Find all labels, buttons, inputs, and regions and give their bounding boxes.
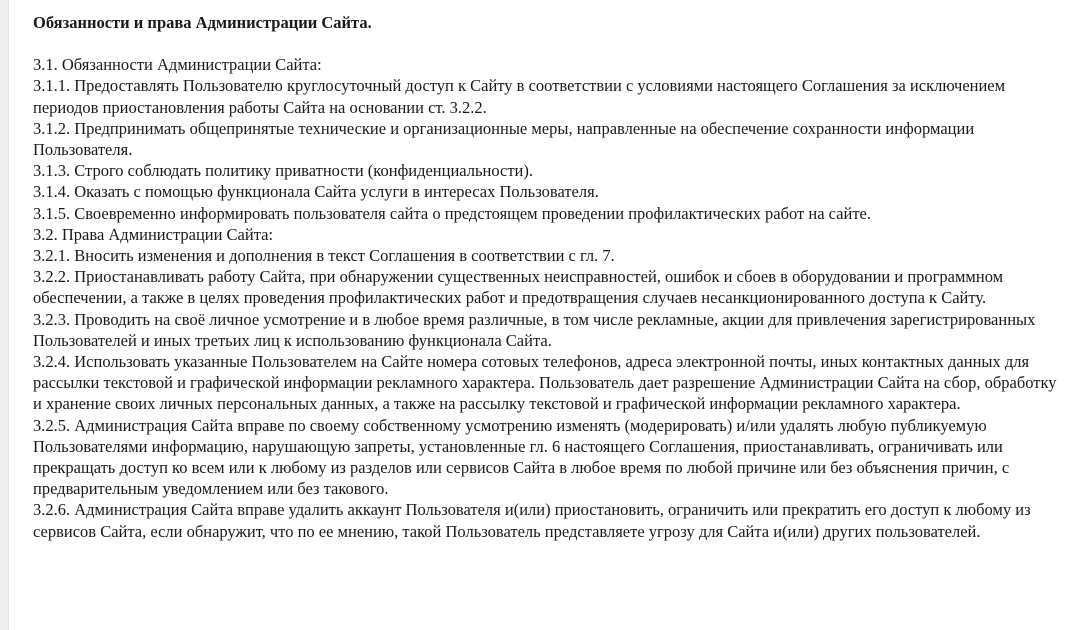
clause-3-1-3: 3.1.3. Строго соблюдать политику приватности (конфиденциальности). <box>33 161 533 181</box>
clause-3-2-2: 3.2.2. Приостанавливать работу Сайта, при обнаружении существенных неисправностей, ошибок и сбоев в оборудовании и программном обеспечении, а также в целях проведения профилактических работ и предотвращения случаев несанкционированного доступа к Сайту. <box>33 267 1004 308</box>
left-gutter <box>0 0 9 630</box>
clause-3-2-6: 3.2.6. Администрация Сайта вправе удалить аккаунт Пользователя и(или) приостановить, ограничить или прекратить его доступ к любому из сервисов Сайта, если обнаружит, что по ее мнению, такой Пользователь представляете угрозу для Сайта и(или) других пользователей. <box>33 500 1031 541</box>
clause-3-2-4: 3.2.4. Использовать указанные Пользователем на Сайте номера сотовых телефонов, адреса электронной почты, иных контактных данных для рассылки текстовой и графической информации рекламного характера. Пользователь дает разрешение Администрации Сайта на сбор, обработку и хранение своих личных персональных данных, а также на рассылку текстовой и графической информации рекламного характера. <box>33 352 1057 414</box>
clause-3-1-2: 3.1.2. Предпринимать общепринятые технические и организационные меры, направленные на обеспечение сохранности информации Пользователя. <box>33 118 975 160</box>
agreement-document <box>33 12 1063 542</box>
clause-3-1-4: 3.1.4. Оказать с помощью функционала Сайта услуги в интересах Пользователя. <box>33 182 599 202</box>
clause-3-2: 3.2. Права Администрации Сайта: <box>33 224 274 244</box>
clause-3-2-3: 3.2.3. Проводить на своё личное усмотрение и в любое время различные, в том числе рекламные, акции для привлечения зарегистрированных Пользователей и иных третьих лиц к использованию функционала Сайта. <box>33 309 1036 350</box>
document-title: Обязанности и права Администрации Сайта. <box>33 13 372 32</box>
clause-3-1-1: 3.1.1. Предоставлять Пользователю круглосуточный доступ к Сайту в соответствии с условиями настоящего Соглашения за исключением периодов приостановления работы Сайта на основании ст. 3.2.2. <box>33 76 1006 117</box>
clause-3-2-5: 3.2.5. Администрация Сайта вправе по своему собственному усмотрению изменять (модерировать) и/или удалять любую публикуемую Пользователями информацию, нарушающую запреты, установленные гл. 6 настоящего Соглашения, приостанавливать, ограничивать или прекращать доступ ко всем или к любому из разделов или сервисов Сайта в любое время по любой причине или без объяснения причин, с предварительным уведомлением или без такового. <box>33 415 1010 499</box>
clause-3-1-5: 3.1.5. Своевременно информировать пользователя сайта о предстоящем проведении профилактических работ на сайте. <box>33 203 871 223</box>
clause-3-1: 3.1. Обязанности Администрации Сайта: <box>33 55 322 75</box>
clause-3-2-1: 3.2.1. Вносить изменения и дополнения в текст Соглашения в соответствии с гл. 7. <box>33 246 615 266</box>
